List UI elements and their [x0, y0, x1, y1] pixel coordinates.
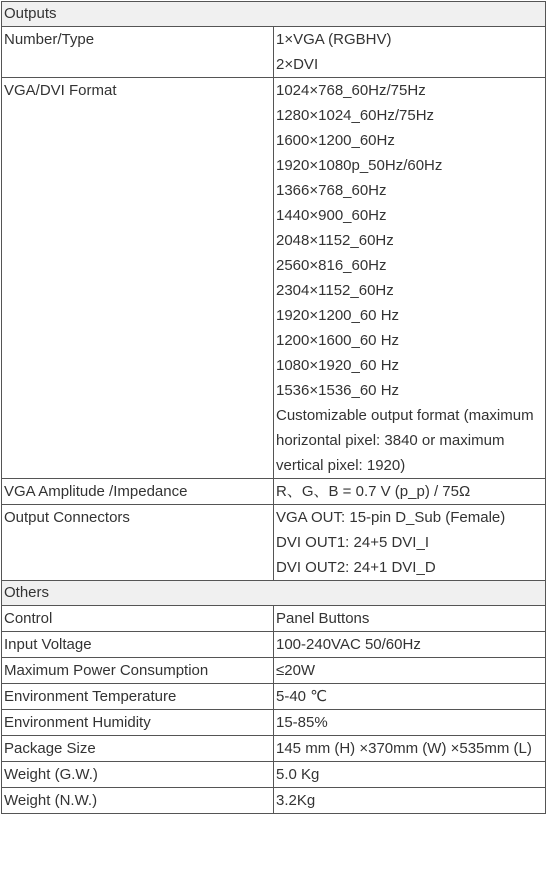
spec-value-line: 145 mm (H) ×370mm (W) ×535mm (L)	[276, 740, 532, 757]
spec-value	[274, 658, 546, 684]
spec-value-line: 2×DVI	[276, 56, 319, 73]
spec-value-line: 1024×768_60Hz/75Hz	[276, 82, 426, 99]
spec-value-line: 1280×1024_60Hz/75Hz	[276, 107, 435, 124]
spec-label: Environment Temperature	[2, 684, 274, 710]
spec-value-line: VGA OUT: 15-pin D_Sub (Female)	[276, 509, 506, 526]
section-header-row	[2, 2, 546, 27]
spec-value-line: ≤20W	[276, 662, 316, 679]
spec-row	[2, 788, 546, 814]
spec-label: VGA/DVI Format	[2, 78, 274, 479]
spec-value-line: 2304×1152_60Hz	[276, 282, 394, 299]
spec-value-line: 15-85%	[276, 714, 328, 731]
spec-value-line: 2048×1152_60Hz	[276, 232, 394, 249]
spec-value	[274, 479, 546, 505]
spec-row	[2, 762, 546, 788]
spec-row	[2, 479, 546, 505]
spec-value	[274, 632, 546, 658]
spec-row	[2, 505, 546, 581]
spec-label: Control	[2, 606, 274, 632]
spec-table	[1, 1, 546, 814]
spec-value-line: 5-40 ℃	[276, 688, 328, 705]
spec-value	[274, 762, 546, 788]
spec-value-line: 1440×900_60Hz	[276, 207, 387, 224]
spec-label: Environment Humidity	[2, 710, 274, 736]
spec-value	[274, 710, 546, 736]
spec-label: Input Voltage	[2, 632, 274, 658]
spec-label: Weight (G.W.)	[2, 762, 274, 788]
spec-label: Weight (N.W.)	[2, 788, 274, 814]
spec-table-body	[2, 2, 546, 814]
spec-label: VGA Amplitude /Impedance	[2, 479, 274, 505]
spec-value-line: 1366×768_60Hz	[276, 182, 387, 199]
spec-value	[274, 788, 546, 814]
spec-row	[2, 606, 546, 632]
spec-label: Number/Type	[2, 27, 274, 78]
spec-label: Maximum Power Consumption	[2, 658, 274, 684]
spec-value	[274, 505, 546, 581]
spec-row	[2, 684, 546, 710]
spec-value-line: 1920×1200_60 Hz	[276, 307, 400, 324]
spec-row	[2, 658, 546, 684]
spec-value-line: 1600×1200_60Hz	[276, 132, 395, 149]
spec-value-line: DVI OUT1: 24+5 DVI_I	[276, 534, 429, 551]
spec-label: Package Size	[2, 736, 274, 762]
spec-value-line: 5.0 Kg	[276, 766, 320, 783]
spec-value-line: 1200×1600_60 Hz	[276, 332, 400, 349]
spec-value	[274, 736, 546, 762]
spec-row	[2, 632, 546, 658]
section-title: Outputs	[2, 2, 546, 27]
section-header-row	[2, 581, 546, 606]
spec-value-line: 3.2Kg	[276, 792, 316, 809]
spec-value-line: Panel Buttons	[276, 610, 370, 627]
spec-value	[274, 606, 546, 632]
spec-value-line: R、G、B = 0.7 V (p_p) / 75Ω	[276, 483, 471, 500]
spec-value-line: DVI OUT2: 24+1 DVI_D	[276, 559, 436, 576]
spec-row	[2, 736, 546, 762]
spec-value	[274, 78, 546, 479]
spec-label: Output Connectors	[2, 505, 274, 581]
spec-row	[2, 27, 546, 78]
spec-value-line: 1×VGA (RGBHV)	[276, 31, 392, 48]
spec-value-line: 100-240VAC 50/60Hz	[276, 636, 421, 653]
spec-value-line: 2560×816_60Hz	[276, 257, 387, 274]
section-title: Others	[2, 581, 546, 606]
spec-row	[2, 78, 546, 479]
spec-value	[274, 27, 546, 78]
spec-value-line: 1536×1536_60 Hz	[276, 382, 400, 399]
spec-value-line: Customizable output format (maximum horizontal pixel: 3840 or maximum vertical pixel: 1920)	[276, 407, 534, 474]
spec-value	[274, 684, 546, 710]
spec-row	[2, 710, 546, 736]
spec-value-line: 1080×1920_60 Hz	[276, 357, 400, 374]
spec-value-line: 1920×1080p_50Hz/60Hz	[276, 157, 443, 174]
